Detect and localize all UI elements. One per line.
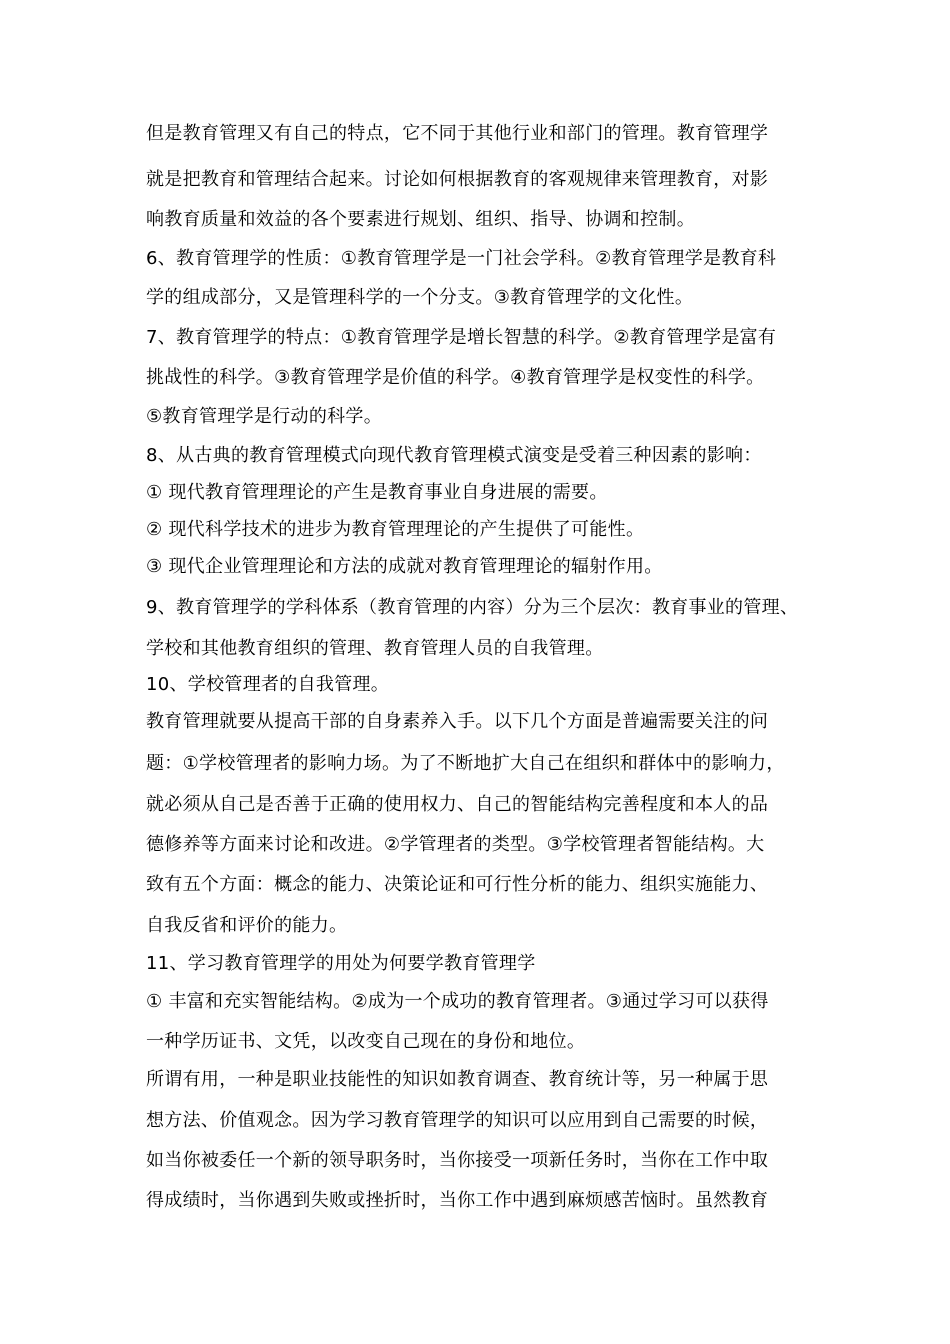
text-line: 8、从古典的教育管理模式向现代教育管理模式演变是受着三种因素的影响： xyxy=(146,445,762,466)
text-line: 教育管理就要从提高干部的自身素养入手。以下几个方面是普遍需要关注的问 xyxy=(146,711,769,732)
text-line: 学的组成部分，又是管理科学的一个分支。③教育管理学的文化性。 xyxy=(146,287,694,308)
text-line: 如当你被委任一个新的领导职务时，当你接受一项新任务时，当你在工作中取 xyxy=(146,1150,769,1171)
text-line: 就必须从自己是否善于正确的使用权力、自己的智能结构完善程度和本人的品 xyxy=(146,794,769,815)
text-line: 得成绩时，当你遇到失败或挫折时，当你工作中遇到麻烦感苦恼时。虽然教育 xyxy=(146,1190,769,1211)
text-line: 就是把教育和管理结合起来。讨论如何根据教育的客观规律来管理教育，对影 xyxy=(146,169,769,190)
text-line: 10、学校管理者的自我管理。 xyxy=(146,674,390,695)
text-line: 一种学历证书、文凭，以改变自己现在的身份和地位。 xyxy=(146,1031,586,1052)
text-line: 11、学习教育管理学的用处为何要学教育管理学 xyxy=(146,953,536,974)
text-line: 9、教育管理学的学科体系（教育管理的内容）分为三个层次：教育事业的管理、 xyxy=(146,597,799,618)
text-line: 题：①学校管理者的影响力场。为了不断地扩大自己在组织和群体中的影响力， xyxy=(146,753,785,774)
text-line: 所谓有用，一种是职业技能性的知识如教育调查、教育统计等，另一种属于思 xyxy=(146,1069,769,1090)
text-line: ② 现代科学技术的进步为教育管理理论的产生提供了可能性。 xyxy=(146,519,645,540)
text-line: 学校和其他教育组织的管理、教育管理人员的自我管理。 xyxy=(146,638,604,659)
text-line: 7、教育管理学的特点：①教育管理学是增长智慧的科学。②教育管理学是富有 xyxy=(146,327,777,348)
text-line: 响教育质量和效益的各个要素进行规划、组织、指导、协调和控制。 xyxy=(146,209,695,230)
text-line: ① 丰富和充实智能结构。②成为一个成功的教育管理者。③通过学习可以获得 xyxy=(146,991,769,1012)
text-line: 致有五个方面：概念的能力、决策论证和可行性分析的能力、组织实施能力、 xyxy=(146,874,769,895)
text-line: 但是教育管理又有自己的特点，它不同于其他行业和部门的管理。教育管理学 xyxy=(146,123,769,144)
text-line: 想方法、价值观念。因为学习教育管理学的知识可以应用到自己需要的时候， xyxy=(146,1110,769,1131)
text-line: 6、教育管理学的性质：①教育管理学是一门社会学科。②教育管理学是教育科 xyxy=(146,248,777,269)
text-line: ① 现代教育管理理论的产生是教育事业自身进展的需要。 xyxy=(146,482,608,503)
text-line: 德修养等方面来讨论和改进。②学管理者的类型。③学校管理者智能结构。大 xyxy=(146,834,765,855)
text-line: ⑤教育管理学是行动的科学。 xyxy=(146,406,383,427)
text-line: ③ 现代企业管理理论和方法的成就对教育管理理论的辐射作用。 xyxy=(146,556,663,577)
text-line: 挑战性的科学。③教育管理学是价值的科学。④教育管理学是权变性的科学。 xyxy=(146,367,765,388)
text-line: 自我反省和评价的能力。 xyxy=(146,915,348,936)
